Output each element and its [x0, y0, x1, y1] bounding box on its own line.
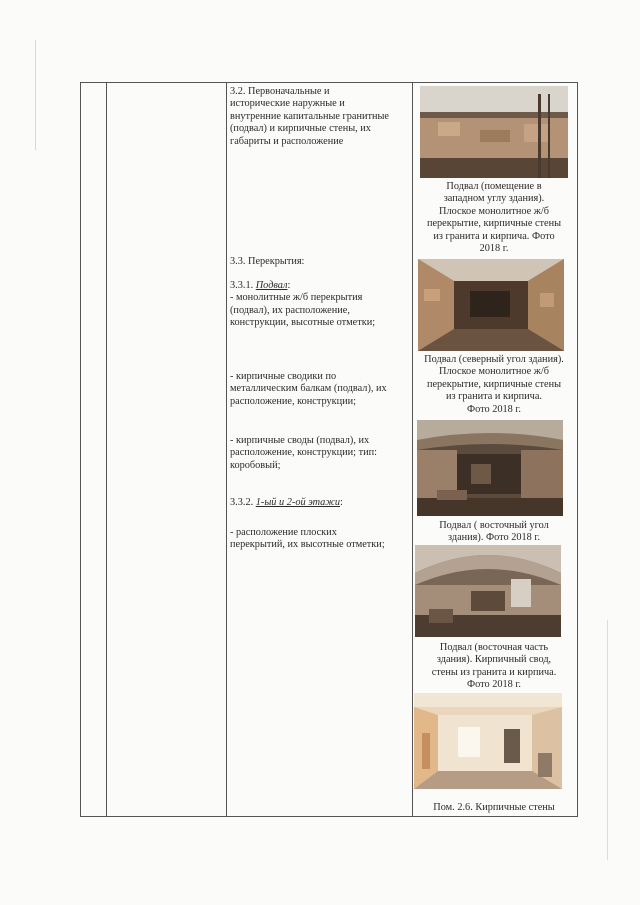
text-line: 3.2. Первоначальные и: [230, 86, 330, 97]
caption-line: Подвал (северный угол здания).: [424, 354, 564, 365]
subsection-colon: :: [340, 497, 343, 508]
photo-basement-east-vault: [415, 545, 561, 637]
subsection-number: 3.3.2.: [230, 497, 256, 508]
caption-line: Плоское монолитное ж/б: [439, 205, 549, 217]
subsection-number: 3.3.1.: [230, 280, 256, 291]
caption-line: Пом. 2.6. Кирпичные стены: [433, 802, 555, 813]
photo-basement-north: [418, 259, 564, 351]
text-line: - монолитные ж/б перекрытия: [230, 292, 363, 304]
section-3-3-2: [230, 497, 410, 509]
text-line: - расположение плоских: [230, 527, 337, 538]
text-line: габариты и расположение: [230, 135, 344, 147]
subsection-label: Подвал: [255, 280, 288, 291]
text-line: расположение, конструкции;: [230, 395, 357, 407]
caption-line: 2018 г.: [479, 243, 509, 255]
caption-line: здания). Фото 2018 г.: [447, 532, 541, 544]
flat-floors: [230, 527, 410, 552]
caption-5: [413, 802, 575, 814]
scan-edge-right: [607, 620, 608, 860]
caption-line: западном углу здания).: [443, 193, 545, 205]
caption-line: Плоское монолитное ж/б: [439, 366, 549, 378]
caption-line: Подвал (помещение в: [446, 181, 542, 192]
text-line: перекрытий, их высотные отметки;: [230, 539, 385, 551]
caption-line: здания). Кирпичный свод,: [436, 654, 552, 666]
subsection-label: 1-ый и 2-ой этажи: [255, 497, 341, 508]
caption-line: из гранита и кирпича.: [446, 391, 542, 403]
text-line: конструкции, высотные отметки;: [230, 317, 376, 329]
caption-line: Фото 2018 г.: [466, 679, 522, 691]
text-line: (подвал) и кирпичные стены, их: [230, 123, 371, 135]
section-3-3-1: [230, 280, 410, 330]
section-3-2: [230, 86, 410, 148]
section-3-3-title: [230, 256, 410, 268]
caption-line: Подвал ( восточный угол: [439, 520, 549, 531]
text-line: (подвал), их расположение,: [230, 304, 350, 316]
caption-line: перекрытие, кирпичные стены: [426, 218, 562, 230]
caption-line: из гранита и кирпича. Фото: [433, 230, 555, 242]
column-divider-1: [106, 83, 107, 816]
caption-3: [413, 520, 575, 545]
subsection-colon: :: [287, 280, 291, 291]
column-divider-2: [226, 83, 227, 816]
text-line: расположение, конструкции; тип:: [230, 447, 377, 459]
caption-line: Подвал (восточная часть: [439, 642, 549, 653]
caption-2: [413, 354, 575, 416]
photo-basement-east-corner: [417, 420, 563, 516]
subsection-heading: [230, 497, 410, 509]
scan-edge-left: [35, 40, 36, 150]
text-line: исторические наружные и: [230, 98, 345, 110]
caption-line: Фото 2018 г.: [466, 403, 522, 415]
text-line: металлическим балкам (подвал), их: [230, 383, 387, 395]
text-line: 3.3. Перекрытия:: [230, 256, 305, 267]
text-line: - кирпичные сводики по: [230, 371, 337, 382]
caption-1: [413, 181, 575, 255]
text-line: - кирпичные своды (подвал), их: [230, 435, 370, 446]
box-vaults: [230, 435, 410, 472]
photo-room-2-6: [414, 693, 562, 789]
vaults-on-beams: [230, 371, 410, 408]
text-line: коробовый;: [230, 459, 281, 471]
text-line: внутренние капитальные гранитные: [230, 110, 389, 122]
caption-line: стены из гранита и кирпича.: [431, 666, 557, 678]
subsection-heading: [230, 280, 410, 292]
photo-basement-west: [420, 86, 568, 178]
caption-line: перекрытие, кирпичные стены: [426, 378, 562, 390]
caption-4: [413, 642, 575, 692]
